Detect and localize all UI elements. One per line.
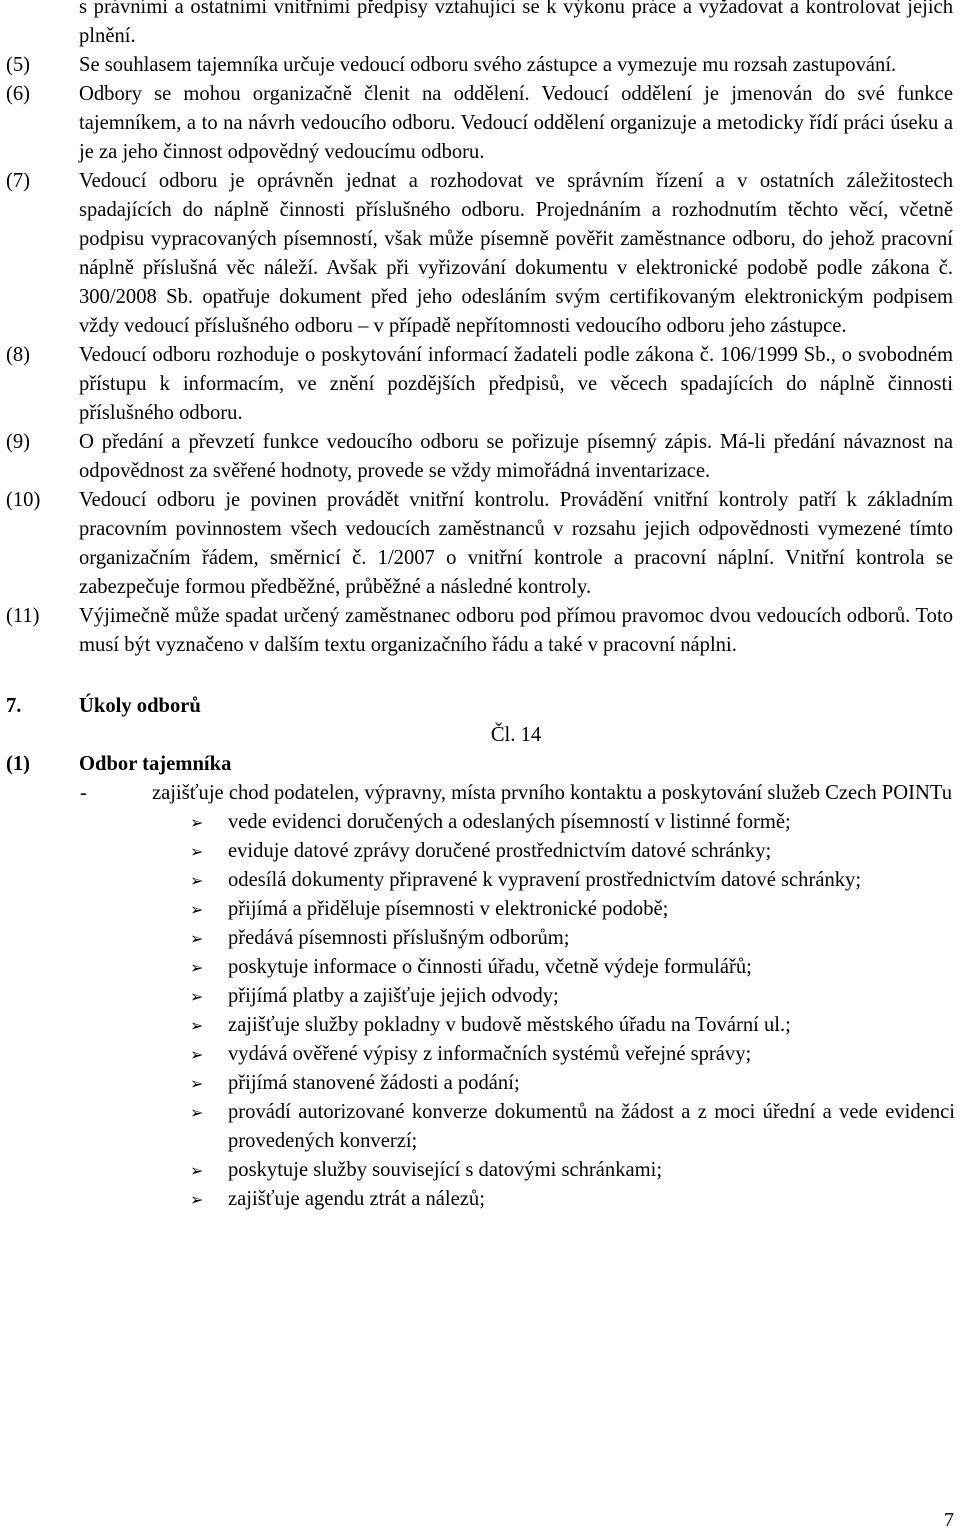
paragraph-7 (0, 167, 960, 341)
list-item-text: zajišťuje agendu ztrát a nálezů; (228, 1188, 485, 1210)
paragraph-number: (11) (6, 605, 40, 627)
paragraph-number (0, 0, 79, 51)
paragraph-number: (5) (6, 54, 31, 76)
paragraph-6 (0, 80, 960, 167)
arrow-bullet-icon: ➢ (190, 1016, 204, 1035)
continuation-paragraph (0, 0, 960, 51)
list-item-text: předává písemnosti příslušným odborům; (228, 927, 570, 949)
arrow-bullet-icon: ➢ (190, 1190, 204, 1209)
arrow-bullet-icon: ➢ (190, 842, 204, 861)
section-title: Úkoly odborů (79, 695, 201, 717)
arrow-bullet-icon: ➢ (190, 871, 204, 890)
arrow-bullet-icon: ➢ (190, 813, 204, 832)
arrow-bullet-icon: ➢ (190, 900, 204, 919)
paragraph-text: O předání a převzetí funkce vedoucího odboru se pořizuje písemný zápis. Má-li předání návaznost na odpovědnost za svěřené hodnoty, provede se vždy mimořádná inventarizace. (79, 431, 953, 482)
dash-item-text: zajišťuje chod podatelen, výpravny, místa prvního kontaktu a poskytování služeb Czech POINTu (152, 782, 952, 804)
arrow-bullet-icon: ➢ (190, 958, 204, 977)
paragraph-text: Se souhlasem tajemníka určuje vedoucí odboru svého zástupce a vymezuje mu rozsah zastupování. (79, 54, 897, 76)
paragraph-text: Vedoucí odboru je povinen provádět vnitřní kontrolu. Provádění vnitřní kontroly patří k základním pracovním povinnostem všech vedoucích zaměstnanců v rozsahu jejich odpovědnosti vymezené tímto organizačním řádem, směrnicí č. 1/2007 o vnitřní kontrole a pracovní náplní. Vnitřní kontrola se zabezpečuje formou předběžné, průběžné a následné kontroly. (79, 489, 953, 598)
page-number: 7 (944, 1509, 954, 1531)
list-item-text: přijímá platby a zajišťuje jejich odvody; (228, 985, 559, 1007)
paragraph-text: Výjimečně může spadat určený zaměstnanec odboru pod přímou pravomoc dvou vedoucích odborů. Toto musí být vyznačeno v dalším textu organizačního řádu a také v pracovní náplni. (79, 605, 953, 656)
paragraph-number: (6) (6, 83, 31, 105)
subsection-title: Odbor tajemníka (79, 753, 232, 775)
article-heading: Čl. 14 (490, 724, 542, 746)
list-item (0, 1185, 960, 1214)
list-item-text: vede evidenci doručených a odeslaných písemností v listinné formě; (228, 811, 791, 833)
paragraph-9 (0, 428, 960, 486)
arrow-bullet-icon: ➢ (190, 1161, 204, 1180)
paragraph-number: (10) (6, 489, 41, 511)
list-item (0, 895, 960, 924)
arrow-bullet-icon: ➢ (190, 1074, 204, 1093)
list-item-text: přijímá a přiděluje písemnosti v elektronické podobě; (228, 898, 669, 920)
section-number: 7. (6, 695, 22, 717)
list-item (0, 1098, 960, 1156)
list-item (0, 1069, 960, 1098)
paragraph-text: Vedoucí odboru je oprávněn jednat a rozhodovat ve správním řízení a v ostatních záležitostech spadajících do náplně činnosti příslušného odboru. Projednáním a rozhodnutím těchto věcí, včetně podpisu vypracovaných písemností, však může písemně pověřit zaměstnance odboru, do jehož pracovní náplně příslušná věc náleží. Avšak při vyřizování dokumentu v elektronické podobě podle zákona č. 300/2008 Sb. opatřuje dokument před jeho odesláním svým certifikovaným elektronickým podpisem vždy vedoucí příslušného odboru – v případě nepřítomnosti vedoucího odboru jeho zástupce. (79, 170, 953, 337)
arrow-bullet-icon: ➢ (190, 1103, 204, 1122)
paragraph-number: (8) (6, 344, 31, 366)
list-item (0, 953, 960, 982)
list-item (0, 1040, 960, 1069)
subsection-heading (0, 750, 960, 779)
paragraph-number: (7) (6, 170, 31, 192)
paragraph-text: s právními a ostatními vnitřními předpisy vztahující se k výkonu práce a vyžadovat a kontrolovat jejich plnění. (79, 0, 953, 47)
paragraph-text: Odbory se mohou organizačně členit na oddělení. Vedoucí oddělení je jmenován do své funkce tajemníkem, a to na návrh vedoucího odboru. Vedoucí oddělení organizuje a metodicky řídí práci úseku a je za jeho činnost odpovědný vedoucímu odboru. (79, 83, 953, 163)
arrow-bullet-icon: ➢ (190, 987, 204, 1006)
list-item-text: poskytuje informace o činnosti úřadu, včetně výdeje formulářů; (228, 956, 752, 978)
list-item (0, 1011, 960, 1040)
list-item-text: eviduje datové zprávy doručené prostřednictvím datové schránky; (228, 840, 772, 862)
paragraph-8 (0, 341, 960, 428)
paragraph-5 (0, 51, 960, 80)
paragraph-10 (0, 486, 960, 602)
arrow-bullet-icon: ➢ (190, 929, 204, 948)
list-item-text: zajišťuje služby pokladny v budově městského úřadu na Tovární ul.; (228, 1014, 791, 1036)
list-item-text: přijímá stanovené žádosti a podání; (228, 1072, 520, 1094)
list-item (0, 924, 960, 953)
arrow-bullet-icon: ➢ (190, 1045, 204, 1064)
dash-marker: - (80, 782, 87, 804)
list-item-text: poskytuje služby související s datovými schránkami; (228, 1159, 663, 1181)
list-item (0, 866, 960, 895)
paragraph-text: Vedoucí odboru rozhoduje o poskytování informací žadateli podle zákona č. 106/1999 Sb., o svobodném přístupu k informacím, ve znění pozdějších předpisů, ve věcech spadajících do náplně činnosti příslušného odboru. (79, 344, 953, 424)
list-item-text: provádí autorizované konverze dokumentů na žádost a z moci úřední a vede evidenci provedených konverzí; (228, 1101, 955, 1152)
list-item-text: vydává ověřené výpisy z informačních systémů veřejné správy; (228, 1043, 752, 1065)
list-item (0, 1156, 960, 1185)
section-heading (0, 692, 960, 721)
paragraph-number: (9) (6, 431, 31, 453)
paragraph-11 (0, 602, 960, 660)
task-list (0, 808, 960, 1214)
list-item (0, 808, 960, 837)
dash-item (0, 779, 960, 808)
list-item (0, 982, 960, 1011)
list-item (0, 837, 960, 866)
list-item-text: odesílá dokumenty připravené k vypravení prostřednictvím datové schránky; (228, 869, 862, 891)
subsection-number: (1) (6, 753, 31, 775)
